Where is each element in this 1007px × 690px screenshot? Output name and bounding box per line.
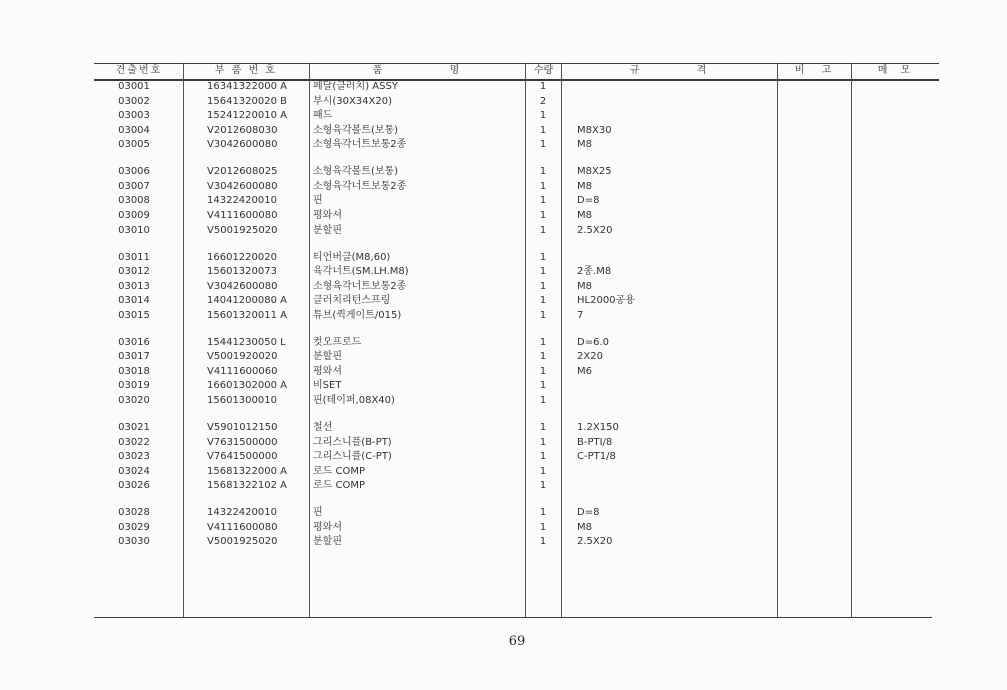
spec-cell: M8 (577, 209, 592, 221)
table-row (0, 94, 1007, 109)
item-number-cell: 03001 (118, 81, 150, 92)
spec-cell: M6 (577, 365, 592, 377)
part-number-cell: 14322420010 (207, 195, 277, 207)
spec-cell: M8 (577, 521, 592, 533)
item-number-cell: 03023 (118, 451, 150, 463)
spec-cell: M8 (577, 280, 592, 292)
spec-cell: M8 (577, 139, 592, 151)
table-row (0, 308, 1007, 323)
spec-cell: D=8 (577, 195, 600, 207)
item-number-cell: 03012 (118, 266, 150, 278)
item-number-cell: 03022 (118, 436, 150, 448)
item-number-cell: 03008 (118, 195, 150, 207)
spec-cell: HL2000공용 (577, 295, 635, 307)
part-name-cell: 비SET (313, 380, 342, 392)
part-number-cell: V2012608030 (207, 124, 278, 136)
quantity-cell: 1 (539, 251, 547, 263)
header-memo: 메 모 (877, 65, 913, 76)
quantity-cell: 1 (539, 521, 547, 533)
part-name-cell: 튜브(퀵게이트/015) (313, 309, 402, 321)
header-part-no: 부 품 번 호 (214, 65, 278, 76)
header-spec: 규 격 (629, 65, 709, 76)
item-number-cell: 03017 (118, 351, 150, 363)
part-number-cell: V5901012150 (207, 422, 278, 433)
table-row (0, 208, 1007, 223)
table-row (0, 264, 1007, 279)
table-row (0, 393, 1007, 408)
spec-cell: B-PTI/8 (577, 436, 613, 448)
quantity-cell: 1 (539, 395, 547, 406)
part-name-cell: 소형육각너트보통2종 (313, 180, 407, 192)
part-number-cell: V4111600080 (207, 521, 278, 533)
part-number-cell: V3042600080 (207, 280, 278, 292)
quantity-cell: 1 (539, 536, 547, 548)
item-number-cell: 03009 (118, 209, 150, 221)
part-name-cell: 소형육각볼트(보통) (313, 166, 399, 178)
part-number-cell: V7641500000 (207, 451, 278, 463)
quantity-cell: 1 (539, 124, 547, 136)
spec-cell: 7 (577, 309, 584, 321)
table-row (0, 420, 1007, 435)
spec-cell: 1.2X150 (577, 422, 619, 433)
part-number-cell: 15681322000 A (207, 465, 288, 477)
part-name-cell: 소형육각너트보통2종 (313, 139, 407, 151)
header-quantity: 수량 (533, 65, 554, 76)
quantity-cell: 1 (539, 436, 547, 448)
part-name-cell: 평와셔 (313, 521, 342, 533)
part-name-cell: 분할핀 (313, 536, 342, 548)
item-number-cell: 03020 (118, 395, 150, 406)
table-row (0, 435, 1007, 450)
spec-cell: M8 (577, 180, 592, 192)
item-number-cell: 03029 (118, 521, 150, 533)
quantity-cell: 1 (539, 139, 547, 151)
spec-cell: 2종.M8 (577, 266, 612, 278)
quantity-cell: 1 (539, 336, 547, 348)
quantity-cell: 1 (539, 422, 547, 433)
item-number-cell: 03018 (118, 365, 150, 377)
table-row (0, 250, 1007, 265)
item-number-cell: 03016 (118, 336, 150, 348)
part-name-cell: 컷오프로드 (313, 336, 362, 348)
part-name-cell: 핀 (313, 507, 323, 519)
quantity-cell: 1 (539, 266, 547, 278)
part-number-cell: 15601300010 (207, 395, 277, 406)
table-row (0, 505, 1007, 520)
part-name-cell: 클러치리턴스프링 (313, 295, 391, 307)
table-row (0, 378, 1007, 393)
part-number-cell: 14322420010 (207, 507, 277, 519)
part-name-cell: 소형육각너트보통2종 (313, 280, 407, 292)
table-row (0, 164, 1007, 179)
header-item-no: 견출번호 (115, 65, 163, 76)
part-number-cell: V3042600080 (207, 139, 278, 151)
table-row (0, 137, 1007, 152)
quantity-cell: 1 (539, 480, 547, 492)
table-row (0, 478, 1007, 493)
part-number-cell: 16341322000 A (207, 81, 288, 92)
part-number-cell: 15601320011 A (207, 309, 288, 321)
part-name-cell: 핀(테이퍼,08X40) (313, 395, 395, 406)
item-number-cell: 03010 (118, 224, 150, 236)
part-number-cell: V5001920020 (207, 351, 278, 363)
item-number-cell: 03026 (118, 480, 150, 492)
quantity-cell: 1 (539, 380, 547, 392)
item-number-cell: 03011 (118, 251, 150, 263)
part-name-cell: 육각너트(SM.LH.M8) (313, 266, 409, 278)
part-name-cell: 평와셔 (313, 209, 342, 221)
quantity-cell: 2 (539, 95, 547, 107)
spec-cell: 2.5X20 (577, 224, 613, 236)
spec-cell: 2X20 (577, 351, 603, 363)
spec-cell: C-PT1/8 (577, 451, 616, 463)
item-number-cell: 03021 (118, 422, 150, 433)
quantity-cell: 1 (539, 351, 547, 363)
part-name-cell: 분할핀 (313, 351, 342, 363)
item-number-cell: 03028 (118, 507, 150, 519)
table-row (0, 534, 1007, 549)
table-row (0, 179, 1007, 194)
part-number-cell: 15601320073 (207, 266, 277, 278)
item-number-cell: 03002 (118, 95, 150, 107)
quantity-cell: 1 (539, 180, 547, 192)
spec-cell: M8X25 (577, 166, 612, 178)
table-row (0, 349, 1007, 364)
quantity-cell: 1 (539, 195, 547, 207)
table-row (0, 123, 1007, 138)
part-number-cell: V5001925020 (207, 224, 278, 236)
part-number-cell: V4111600060 (207, 365, 278, 377)
spec-cell: D=6.0 (577, 336, 609, 348)
part-number-cell: V3042600080 (207, 180, 278, 192)
item-number-cell: 03005 (118, 139, 150, 151)
header-remarks: 비 고 (794, 65, 834, 76)
spec-cell: 2.5X20 (577, 536, 613, 548)
part-name-cell: 로드 COMP (313, 480, 366, 492)
item-number-cell: 03015 (118, 309, 150, 321)
part-name-cell: 티언버클(M8,60) (313, 251, 391, 263)
quantity-cell: 1 (539, 507, 547, 519)
quantity-cell: 1 (539, 365, 547, 377)
table-row (0, 223, 1007, 238)
table-row (0, 520, 1007, 535)
spec-cell: D=8 (577, 507, 600, 519)
part-name-cell: 그리스니플(B-PT) (313, 436, 392, 448)
table-row (0, 293, 1007, 308)
part-number-cell: 16601220020 (207, 251, 277, 263)
part-number-cell: 16601302000 A (207, 380, 288, 392)
part-number-cell: V7631500000 (207, 436, 278, 448)
quantity-cell: 1 (539, 295, 547, 307)
part-number-cell: 15641320020 B (207, 95, 288, 107)
table-row (0, 364, 1007, 379)
table-row (0, 464, 1007, 479)
part-name-cell: 소형육각볼트(보통) (313, 124, 399, 136)
table-row (0, 279, 1007, 294)
quantity-cell: 1 (539, 224, 547, 236)
table-bottom-rule (94, 617, 932, 618)
part-name-cell: 철선 (313, 422, 333, 433)
table-row (0, 449, 1007, 464)
part-name-cell: 분할핀 (313, 224, 342, 236)
part-name-cell: 부시(30X34X20) (313, 95, 392, 107)
part-name-cell: 패드 (313, 110, 333, 122)
item-number-cell: 03013 (118, 280, 150, 292)
part-name-cell: 평와셔 (313, 365, 342, 377)
part-name-cell: 로드 COMP (313, 465, 366, 477)
item-number-cell: 03003 (118, 110, 150, 122)
quantity-cell: 1 (539, 451, 547, 463)
part-number-cell: 15441230050 L (207, 336, 286, 348)
table-row (0, 193, 1007, 208)
header-part-name: 품 명 (372, 65, 462, 76)
part-number-cell: 14041200080 A (207, 295, 288, 307)
part-number-cell: V5001925020 (207, 536, 278, 548)
quantity-cell: 1 (539, 166, 547, 178)
spec-cell: M8X30 (577, 124, 612, 136)
quantity-cell: 1 (539, 309, 547, 321)
item-number-cell: 03030 (118, 536, 150, 548)
item-number-cell: 03019 (118, 380, 150, 392)
part-name-cell: 그리스니플(C-PT) (313, 451, 392, 463)
part-name-cell: 페달(클러치) ASSY (313, 81, 398, 92)
page-number: 69 (508, 634, 526, 649)
part-number-cell: V4111600080 (207, 209, 278, 221)
part-number-cell: 15681322102 A (207, 480, 288, 492)
part-number-cell: 15241220010 A (207, 110, 288, 122)
quantity-cell: 1 (539, 209, 547, 221)
item-number-cell: 03006 (118, 166, 150, 178)
item-number-cell: 03007 (118, 180, 150, 192)
table-row (0, 79, 1007, 94)
table-row (0, 108, 1007, 123)
item-number-cell: 03024 (118, 465, 150, 477)
item-number-cell: 03004 (118, 124, 150, 136)
part-name-cell: 핀 (313, 195, 323, 207)
quantity-cell: 1 (539, 280, 547, 292)
quantity-cell: 1 (539, 81, 547, 92)
quantity-cell: 1 (539, 465, 547, 477)
part-number-cell: V2012608025 (207, 166, 278, 178)
item-number-cell: 03014 (118, 295, 150, 307)
quantity-cell: 1 (539, 110, 547, 122)
table-row (0, 335, 1007, 350)
